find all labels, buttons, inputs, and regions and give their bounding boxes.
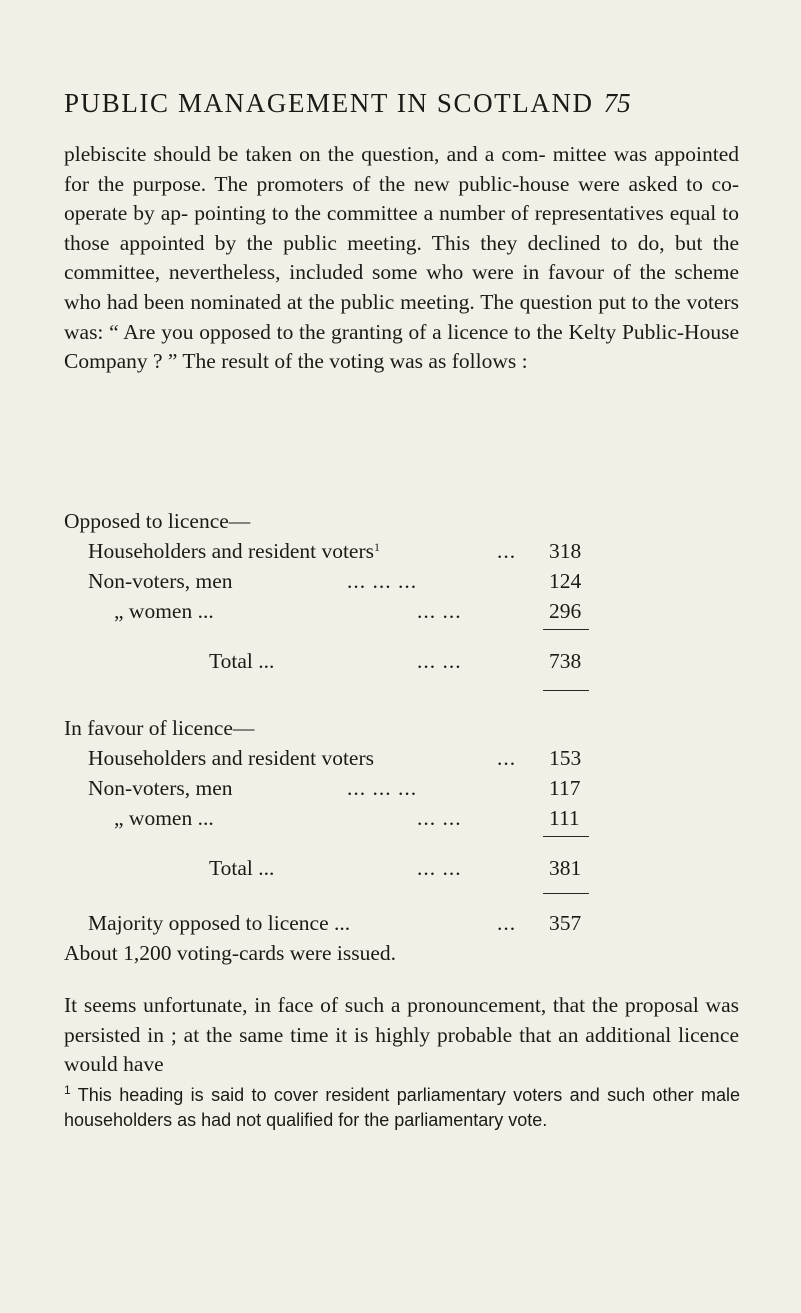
row-value: 124 xyxy=(549,569,582,593)
footnote-ref: 1 xyxy=(374,540,380,554)
footnote-text: This heading is said to cover resident parliamentary voters and such other male householders as had not qualified for the parliamentary vote. xyxy=(64,1085,740,1130)
total-value: 738 xyxy=(549,649,582,673)
majority-value: 357 xyxy=(549,911,582,935)
running-header xyxy=(64,88,744,119)
row-label: Non-voters, men xyxy=(88,776,233,800)
row-value: 111 xyxy=(549,806,580,830)
leader-dots: ... ... ... xyxy=(347,569,418,593)
row-label: „ women ... xyxy=(114,599,214,623)
sum-rule xyxy=(543,629,589,630)
cards-note: About 1,200 voting-cards were issued. xyxy=(64,941,396,965)
page-number: 75 xyxy=(603,88,631,118)
row-value: 117 xyxy=(549,776,581,800)
leader-dots: ... xyxy=(497,911,517,935)
favour-heading: In favour of licence— xyxy=(64,716,255,740)
leader-dots: ... ... xyxy=(417,856,462,880)
footnote xyxy=(64,1083,740,1132)
row-label: „ women ... xyxy=(114,806,214,830)
row-label: Householders and resident voters xyxy=(88,539,374,563)
opposed-heading: Opposed to licence— xyxy=(64,509,251,533)
total-label: Total ... xyxy=(209,649,275,673)
row-label: Non-voters, men xyxy=(88,569,233,593)
total-value: 381 xyxy=(549,856,582,880)
leader-dots: ... xyxy=(497,539,517,563)
total-rule xyxy=(543,690,589,691)
leader-dots: ... ... xyxy=(417,806,462,830)
footnote-marker: 1 xyxy=(64,1083,71,1097)
row-value: 318 xyxy=(549,539,582,563)
paragraph-plebiscite: plebiscite should be taken on the question, and a com- mittee was appointed for the purpose. The promoters of the new public-house were asked to co-operate by ap- pointing to the committee a number of representatives equal to those appointed by the public meeting. This they declined to do, but the committee, nevertheless, included some who were in favour of the scheme who had been nominated at the public meeting. The question put to the voters was: “ Are you opposed to the granting of a licence to the Kelty Public-House Company ? ” The result of the voting was as follows : xyxy=(64,142,739,374)
leader-dots: ... ... xyxy=(417,649,462,673)
header-title: PUBLIC MANAGEMENT IN SCOTLAND xyxy=(64,88,594,118)
leader-dots: ... ... ... xyxy=(347,776,418,800)
paragraph-conclusion: It seems unfortunate, in face of such a pronouncement, that the proposal was persisted in ; at the same time it is highly probable that an additional licence would have xyxy=(64,993,739,1077)
total-label: Total ... xyxy=(209,856,275,880)
sum-rule xyxy=(543,836,589,837)
leader-dots: ... ... xyxy=(417,599,462,623)
leader-dots: ... xyxy=(497,746,517,770)
row-label: Householders and resident voters xyxy=(88,746,374,770)
majority-label: Majority opposed to licence ... xyxy=(88,911,351,935)
row-value: 153 xyxy=(549,746,582,770)
total-rule xyxy=(543,893,589,894)
row-value: 296 xyxy=(549,599,582,623)
